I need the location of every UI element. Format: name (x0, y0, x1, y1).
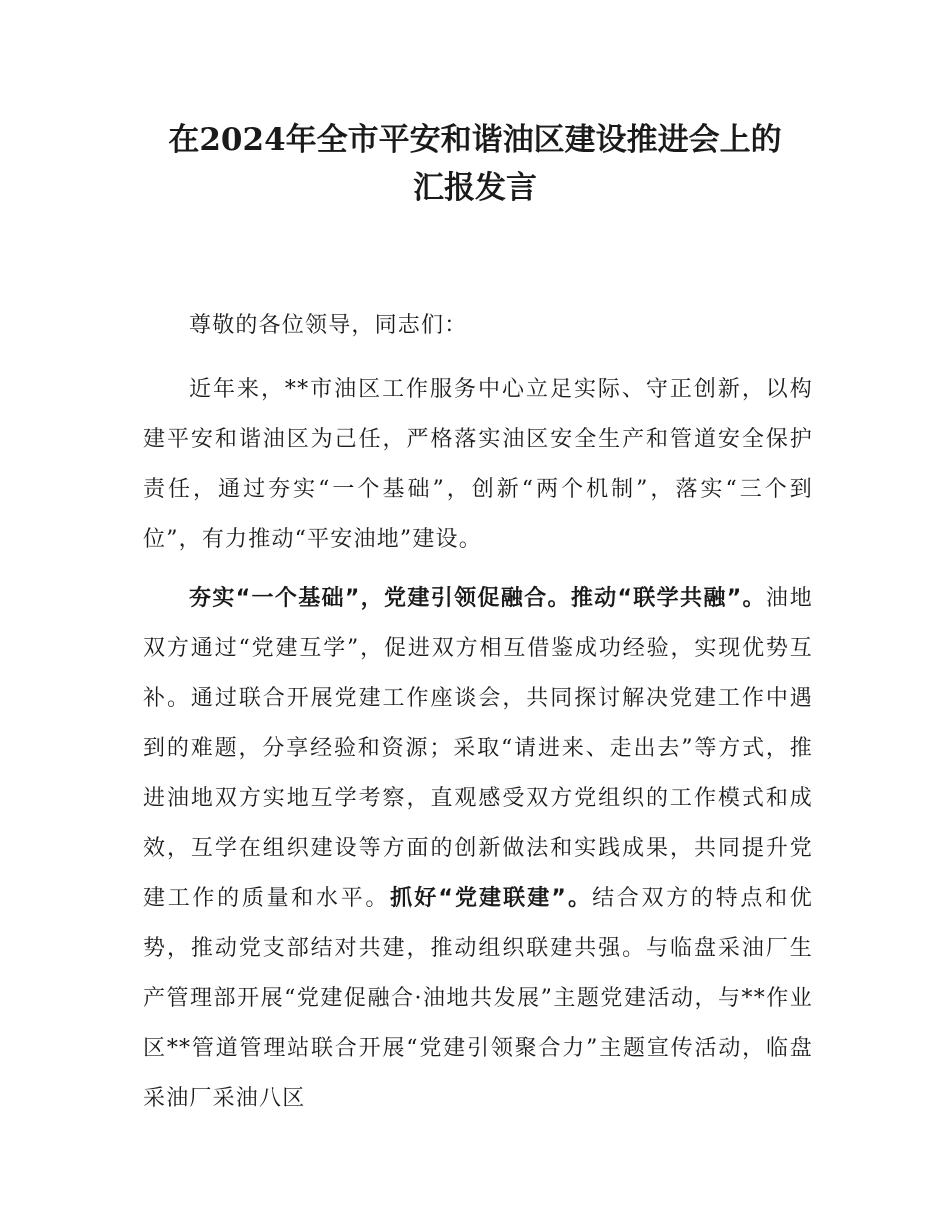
intro-paragraph: 近年来，**市油区工作服务中心立足实际、守正创新，以构建平安和谐油区为己任，严格落实油区安全生产和管道安全保护责任，通过夯实“一个基础”，创新“两个机制”，落实“三个到位”，有力推动“平安油地”建设。 (143, 377, 813, 552)
greeting-paragraph: 尊敬的各位领导，同志们： (189, 313, 468, 338)
section1-sub2-heading: 抓好“党建联建”。 (390, 886, 593, 911)
section1-sub1-heading: 推动“联学共融”。 (570, 586, 766, 611)
section1-sub2-text: 结合双方的特点和优势，推动党支部结对共建，推动组织联建共强。与临盘采油厂生产管理部开展“党建促融合·油地共发展”主题党建活动，与**作业区**管道管理站联合开展“党建引领聚合力”主题宣传活动，临盘采油厂采油八区 (143, 886, 813, 1111)
document-title-line2: 汇报发言 (413, 170, 537, 206)
section1-paragraph (143, 574, 813, 1124)
document-title-line1: 在2024年全市平安和谐油区建设推进会上的 (168, 122, 782, 158)
section1-sub1-text: 油地双方通过“党建互学”，促进双方相互借鉴成功经验，实现优势互补。通过联合开展党建工作座谈会，共同探讨解决党建工作中遇到的难题，分享经验和资源；采取“请进来、走出去”等方式，推进油地双方实地互学考察，直观感受双方党组织的工作模式和成效，互学在组织建设等方面的创新做法和实践成果，共同提升党建工作的质量和水平。 (143, 586, 814, 911)
section1-heading: 夯实“一个基础”，党建引领促融合。 (189, 586, 571, 611)
